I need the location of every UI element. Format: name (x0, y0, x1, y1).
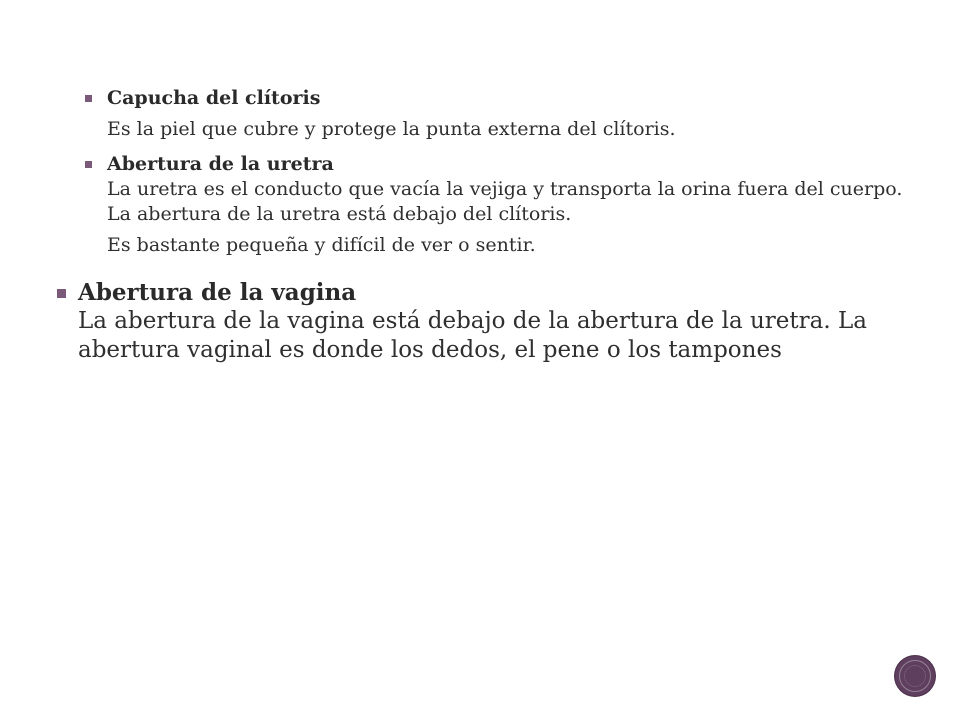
main-bullet-list (57, 278, 887, 365)
item-title: Abertura de la vagina (78, 279, 357, 306)
sub-bullet-list (85, 86, 905, 258)
square-bullet-icon (85, 95, 92, 102)
item-text: La uretra es el conducto que vacía la vejiga y transporta la orina fuera del cuerpo. La abertura de la uretra está debajo del clítoris. (107, 178, 903, 225)
item-title: Capucha del clítoris (107, 87, 321, 109)
item-extra-text: Es bastante pequeña y difícil de ver o sentir. (107, 234, 536, 256)
item-text: La abertura de la vagina está debajo de la abertura de la uretra. La abertura vaginal es donde los dedos, el pene o los tampones (78, 308, 867, 363)
list-item (85, 86, 905, 142)
item-text: Es la piel que cubre y protege la punta externa del clítoris. (107, 118, 676, 140)
list-item (85, 152, 905, 258)
list-item (57, 278, 887, 365)
item-title: Abertura de la uretra (107, 153, 334, 175)
square-bullet-icon (57, 289, 66, 298)
slide-nav-badge-icon[interactable] (895, 656, 935, 696)
square-bullet-icon (85, 161, 92, 168)
